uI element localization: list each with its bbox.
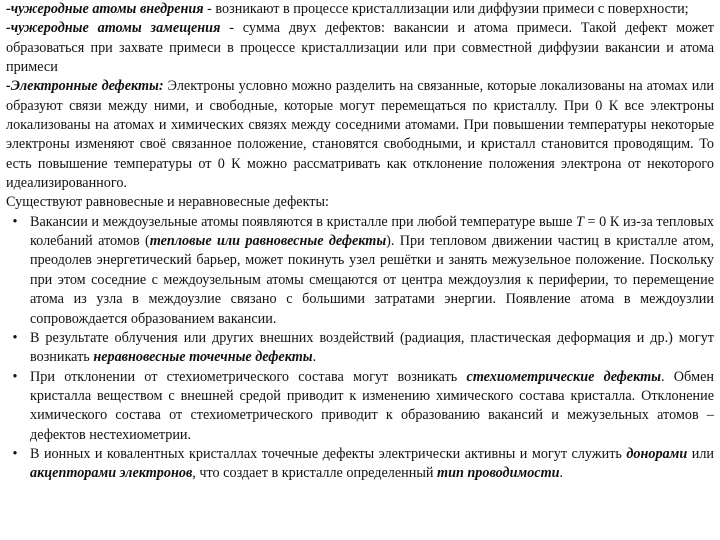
list-text: = 0 К из-за тепловых колебаний атомов ( xyxy=(30,213,714,250)
paragraph-electronic-defects xyxy=(6,77,714,193)
term-electron-acceptors: акцепторами электронов xyxy=(30,465,193,482)
intro-line: Существуют равновесные и неравновесные дефекты: xyxy=(6,194,329,211)
list-text: . xyxy=(559,465,564,482)
paragraph-interstitial-impurity xyxy=(6,0,714,19)
list-item xyxy=(6,368,714,445)
defects-list xyxy=(6,213,714,484)
text-substitutional-impurity: - сумма двух дефектов: вакансии и атома примеси. Такой дефект может образоваться при захвате примеси в процессе кристаллизации или при совместной диффузии вакансии и атома примеси xyxy=(6,20,714,76)
list-text: , что создает в кристалле определенный xyxy=(192,465,438,482)
list-text: В результате облучения или других внешних воздействий (радиация, пластическая деформация и др.) могут возникать xyxy=(30,329,714,366)
term-substitutional-impurity: -чужеродные атомы замещения xyxy=(6,20,221,37)
list-text: . Обмен кристалла веществом с внешней средой приводит к изменению химического состава кристалла. Отклонение химического состава от стехиометрического приводит к образованию вакансий и межузельных атомов – дефектов нестехиометрии. xyxy=(30,368,714,443)
list-item xyxy=(6,445,714,484)
bullet-icon: • xyxy=(12,368,18,385)
list-text: В ионных и ковалентных кристаллах точечные дефекты электрически активны и могут служить xyxy=(30,445,627,462)
bullet-icon: • xyxy=(12,445,18,462)
term-donors: донорами xyxy=(626,445,688,462)
term-nonequilibrium-defects: неравновесные точечные дефекты xyxy=(93,349,313,366)
list-item xyxy=(6,329,714,368)
list-text: или xyxy=(687,445,714,462)
term-interstitial-impurity: -чужеродные атомы внедрения xyxy=(6,1,204,17)
term-thermal-defects: тепловые или равновесные дефекты xyxy=(149,233,387,250)
bullet-icon: • xyxy=(12,213,18,230)
term-conductivity-type: тип проводимости xyxy=(437,465,560,482)
term-electronic-defects: -Электронные дефекты: xyxy=(6,78,164,95)
list-text: Вакансии и междоузельные атомы появляются в кристалле при любой температуре выше xyxy=(30,213,577,230)
list-text: . xyxy=(312,349,317,366)
variable-t: T xyxy=(576,213,584,230)
bullet-icon: • xyxy=(12,329,18,346)
text-interstitial-impurity: - возникают в процессе кристаллизации или диффузии примеси с поверхности; xyxy=(203,1,689,17)
text-electronic-defects: Электроны условно можно разделить на связанные, которые локализованы на атомах или образуют связи между ними, и свободные, которые могут перемещаться по кристаллу. При 0 К все электроны локализованы на атомах и химических связях между соседними атомами. При повышении температуры некоторые электроны изменяют своё связанное положение, становятся свободными, и кристалл становится проводящим. То есть повышение температуры от 0 К можно рассматривать как отклонение положения электрона от некоторого идеализированного. xyxy=(6,78,714,192)
paragraph-substitutional-impurity xyxy=(6,19,714,77)
list-item xyxy=(6,213,714,329)
term-stoichiometric-defects: стехиометрические дефекты xyxy=(466,368,661,385)
list-text: При отклонении от стехиометрического состава могут возникать xyxy=(30,368,467,385)
list-text: ). При тепловом движении частиц в кристалле атом, преодолев энергетический барьер, может покинуть узел решётки и занять межузельное положение. Поскольку при этом соседние с междоузельным атомы смещаются от центра междоузлия к периферии, то перемещение атома из узла в междоузлие связано с большими затратами энергии. Появление атома в междоузлии сопровождается образованием вакансии. xyxy=(30,233,714,327)
